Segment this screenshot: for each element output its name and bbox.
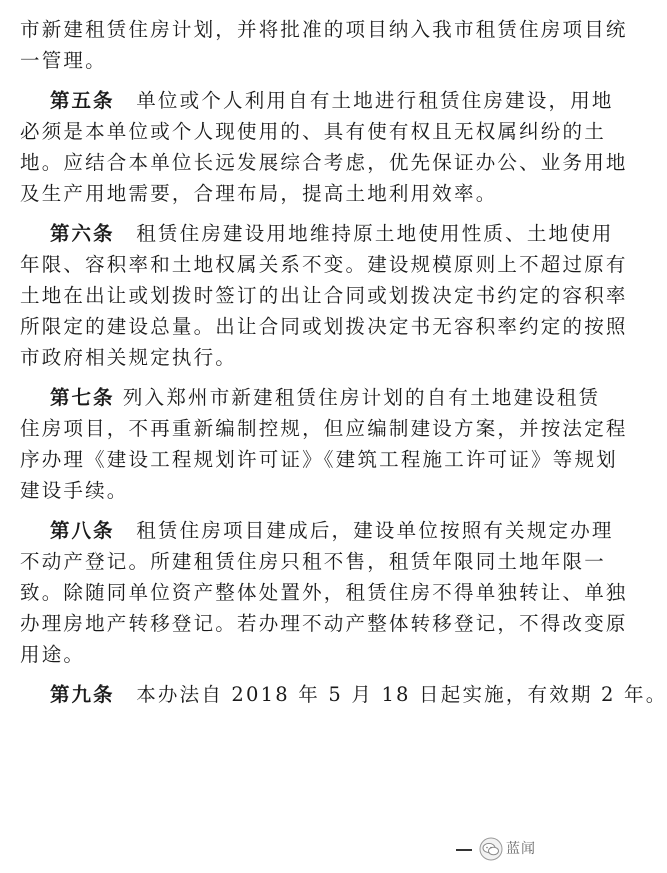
article-line: 致。除随同单位资产整体处置外，租赁住房不得单独转让、单独: [20, 581, 628, 604]
article-6: [20, 218, 628, 373]
article-5: [20, 85, 628, 209]
page-dash: [456, 849, 472, 851]
article-line: 住房项目，不再重新编制控规，但应编制建设方案，并按法定程: [20, 417, 628, 440]
article-line: 地。应结合本单位长远发展综合考虑，优先保证办公、业务用地: [20, 151, 628, 174]
page-footer: [0, 830, 550, 870]
article-line: 市政府相关规定执行。: [20, 346, 238, 369]
article-line: 土地在出让或划拨时签订的出让合同或划拨决定书约定的容积率: [20, 284, 628, 307]
article-line: 年限、容积率和土地权属关系不变。建设规模原则上不超过原有: [20, 253, 628, 276]
article-text: 列入郑州市新建租赁住房计划的自有土地建设租赁: [122, 386, 601, 409]
article-heading: 第七条: [50, 386, 115, 409]
article-heading: 第六条: [50, 222, 115, 245]
article-text: 租赁住房建设用地维持原土地使用性质、土地使用: [136, 222, 614, 245]
article-line: 建设手续。: [20, 479, 129, 502]
article-text: 租赁住房项目建成后，建设单位按照有关规定办理: [136, 519, 614, 542]
article-7: [20, 382, 628, 506]
intro-line-1: 市新建租赁住房计划，并将批准的项目纳入我市租赁住房项目统: [20, 18, 628, 41]
article-line: 办理房地产转移登记。若办理不动产整体转移登记，不得改变原: [20, 612, 628, 635]
article-8: [20, 515, 628, 670]
article-text: 本办法自 2018 年 5 月 18 日起实施，有效期 2 年。: [136, 683, 667, 706]
document-body: [20, 14, 667, 710]
article-line: 序办理《建设工程规划许可证》《建筑工程施工许可证》等规划: [20, 448, 618, 471]
article-line: 不动产登记。所建租赁住房只租不售，租赁年限同土地年限一: [20, 550, 606, 573]
article-line: 必须是本单位或个人现使用的、具有使有权且无权属纠纷的土: [20, 120, 606, 143]
article-line: 用途。: [20, 643, 86, 666]
wechat-icon: [478, 836, 504, 862]
article-heading: 第八条: [50, 519, 115, 542]
article-heading: 第五条: [50, 89, 115, 112]
article-text: 单位或个人利用自有土地进行租赁住房建设，用地: [136, 89, 614, 112]
article-line: 所限定的建设总量。出让合同或划拨决定书无容积率约定的按照: [20, 315, 628, 338]
article-line: 及生产用地需要，合理布局，提高土地利用效率。: [20, 182, 498, 205]
article-9: [20, 679, 667, 710]
watermark-text: 蓝闻: [506, 841, 536, 857]
intro-line-2: 一管理。: [20, 49, 107, 72]
article-heading: 第九条: [50, 683, 115, 706]
